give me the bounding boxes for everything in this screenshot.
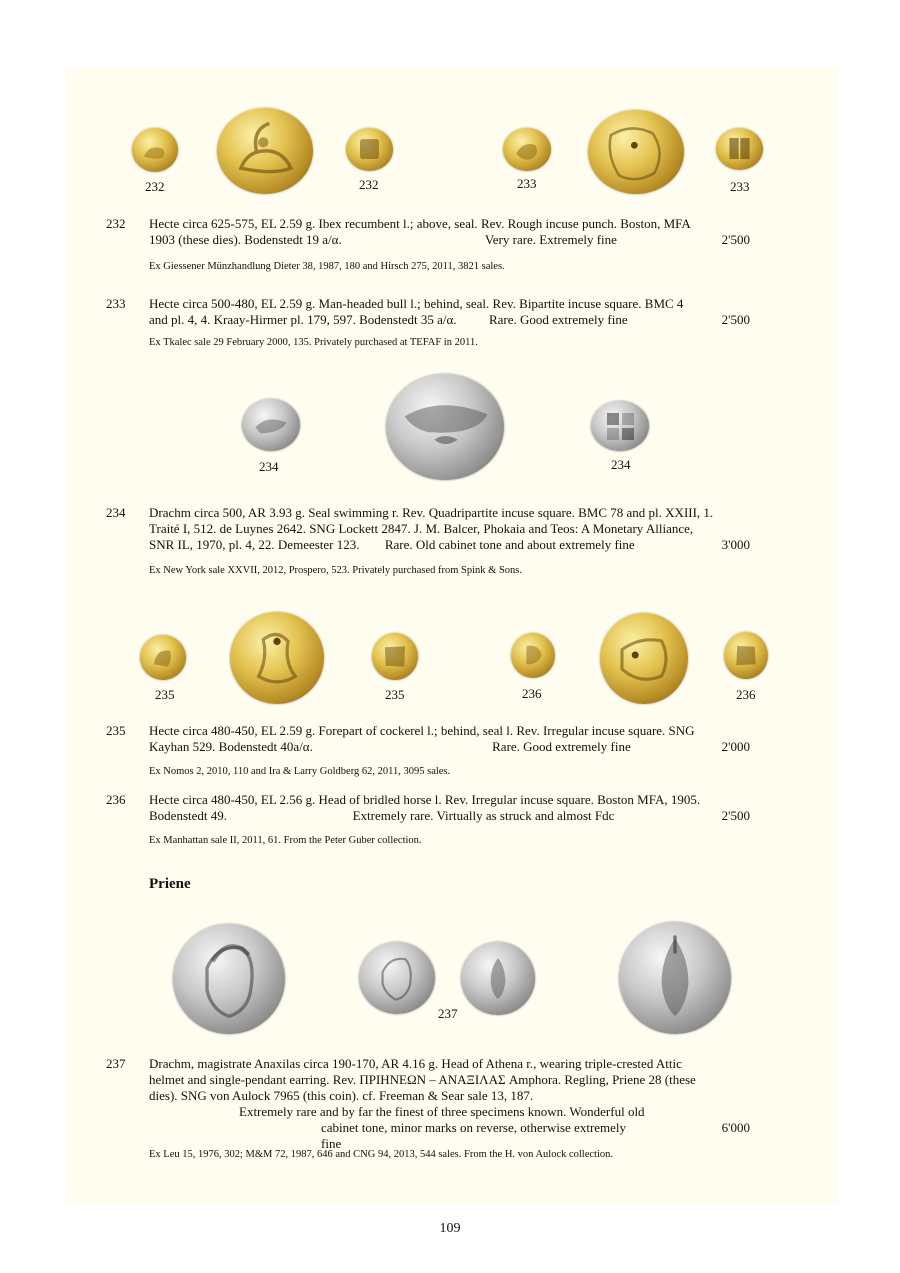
coin-236-obverse-small [511,633,555,678]
description-line: Drachm, magistrate Anaxilas circa 190-170, AR 4.16 g. Head of Athena r., wearing triple-crested Attic [149,1056,682,1071]
coin-237-obverse-large [173,924,285,1034]
coin-label: 236 [736,687,756,702]
grade: Very rare. Extremely fine [484,232,617,247]
description-line: Drachm circa 500, AR 3.93 g. Seal swimming r. Rev. Quadripartite incuse square. BMC 78 and pl. XXIII, 1. [149,505,714,520]
description-line: Hecte circa 625-575, EL 2.59 g. Ibex recumbent l.; above, seal. Rev. Rough incuse punch. Boston, MFA [149,216,691,231]
lot-description [149,505,750,553]
coin-234-obverse-large [386,374,504,480]
coin-232-obverse-small [132,128,178,172]
description-line: Bodenstedt 49. [149,808,227,823]
lot-description [149,216,750,248]
lot-number: 233 [106,296,126,311]
price: 6'000 [721,1120,750,1135]
coin-237-reverse-large [619,922,731,1034]
coin-233-reverse [716,128,763,170]
lot-number: 232 [106,216,126,231]
provenance: Ex Leu 15, 1976, 302; M&M 72, 1987, 646 and CNG 94, 2013, 544 sales. From the H. von Aulock collection. [149,1149,614,1160]
lot-number: 235 [106,723,126,738]
coin-236-obverse-large [600,613,688,704]
coin-237-reverse-small [461,942,535,1015]
coin-232-reverse [346,128,393,171]
description-line: Hecte circa 500-480, EL 2.59 g. Man-headed bull l.; behind, seal. Rev. Bipartite incuse square. BMC 4 [149,296,684,311]
coin-233-obverse-small [503,128,551,171]
coin-237-obverse-small [359,942,435,1014]
coin-234-obverse-small [242,399,300,451]
coin-label: 232 [145,179,165,194]
provenance: Ex New York sale XXVII, 2012, Prospero, 523. Privately purchased from Spink & Sons. [149,565,523,576]
lot-description [149,1056,750,1152]
price: 2'500 [721,808,750,823]
grade: Rare. Good extremely fine [488,312,628,327]
lot-number: 234 [106,505,126,520]
description-line: dies). SNG von Aulock 7965 (this coin). cf. Freeman & Sear sale 13, 187. [149,1088,534,1103]
description-line: and pl. 4, 4. Kraay-Hirmer pl. 179, 597. Bodenstedt 35 a/α. [149,312,457,327]
coin-235-obverse-large [230,612,324,704]
coin-label: 237 [438,1006,458,1021]
description-line: Kayhan 529. Bodenstedt 40a/α. [149,739,313,754]
coin-label: 232 [359,177,379,192]
coin-235-obverse-small [140,635,186,680]
grade-line: Extremely rare and by far the finest of three specimens known. Wonderful old [239,1104,645,1119]
description-line: helmet and single-pendant earring. Rev. ΠΡΙΗΝΕΩΝ – ΑΝΑΞΙΛΑΣ Amphora. Regling, Priene 28 (these [149,1072,696,1087]
coin-label: 233 [517,176,537,191]
price: 3'000 [721,537,750,552]
grade: Rare. Good extremely fine [492,739,631,754]
lot-description [149,723,750,755]
grade: Rare. Old cabinet tone and about extremely fine [384,537,635,552]
price: 2'500 [721,232,750,247]
coin-label: 234 [259,459,279,474]
provenance: Ex Nomos 2, 2010, 110 and Ira & Larry Goldberg 62, 2011, 3095 sales. [149,766,451,777]
description-line: 1903 (these dies). Bodenstedt 19 a/α. [149,232,342,247]
coin-232-obverse-large [217,108,313,194]
description-line: Hecte circa 480-450, EL 2.56 g. Head of bridled horse l. Rev. Irregular incuse square. Boston MFA, 1905. [149,792,701,807]
description-line: SNR IL, 1970, pl. 4, 22. Demeester 123. [149,537,360,552]
coin-label: 235 [385,687,405,702]
grade: Extremely rare. Virtually as struck and almost Fdc [352,808,615,823]
coin-234-reverse [591,401,649,451]
lot-description [149,296,750,328]
provenance: Ex Giessener Münzhandlung Dieter 38, 1987, 180 and Hirsch 275, 2011, 3821 sales. [149,261,505,272]
lot-description [149,792,750,824]
price: 2'500 [721,312,750,327]
description-line: Traité I, 512. de Luynes 2642. SNG Lockett 2847. J. M. Balcer, Phokaia and Teos: A Monetary Alliance, [149,521,694,536]
lot-number: 236 [106,792,126,807]
provenance: Ex Manhattan sale II, 2011, 61. From the Peter Guber collection. [149,835,422,846]
grade-line: cabinet tone, minor marks on reverse, otherwise extremely fine [321,1120,627,1151]
coin-236-reverse [724,632,768,679]
coin-label: 233 [730,179,750,194]
description-line: Hecte circa 480-450, EL 2.59 g. Forepart of cockerel l.; behind, seal l. Rev. Irregular incuse square. SNG [149,723,695,738]
page-number: 109 [439,1221,461,1236]
coin-235-reverse [372,633,418,680]
lot-number: 237 [106,1056,126,1071]
section-heading: Priene [149,876,191,892]
coin-label: 235 [155,687,175,702]
coin-label: 234 [611,457,631,472]
coin-label: 236 [522,686,542,701]
coin-233-obverse-large [588,110,684,194]
provenance: Ex Tkalec sale 29 February 2000, 135. Privately purchased at TEFAF in 2011. [149,337,478,348]
price: 2'000 [721,739,750,754]
